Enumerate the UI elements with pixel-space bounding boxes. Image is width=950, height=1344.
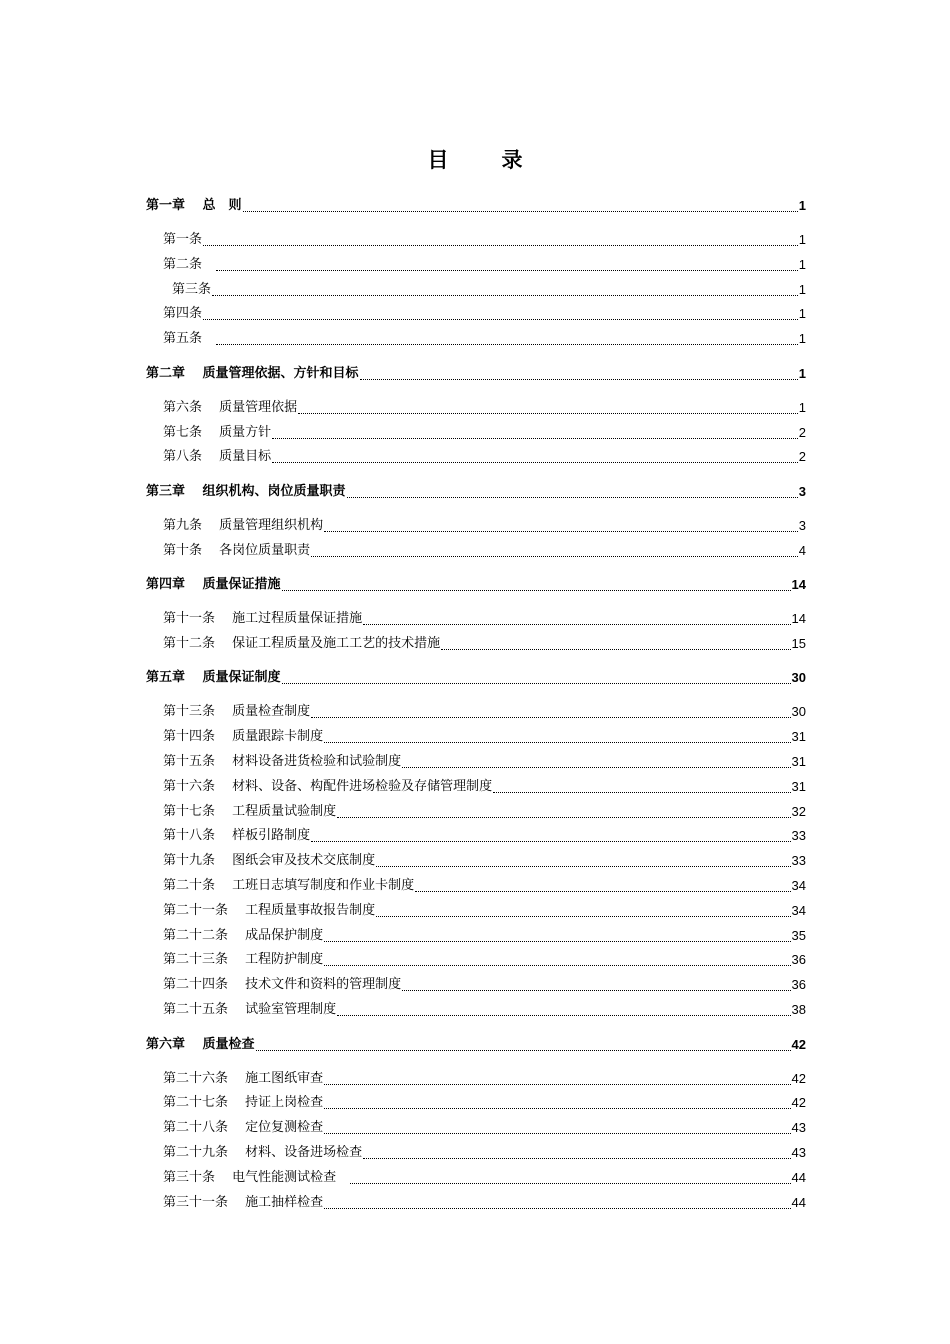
- toc-chapter-entry[interactable]: [146, 482, 806, 502]
- toc-page-number: 1: [798, 198, 806, 213]
- toc-entry-label: 第十八条 样板引路制度: [163, 828, 311, 844]
- toc-page-number: 36: [791, 977, 806, 993]
- toc-dot-leader: [324, 531, 798, 532]
- toc-entry-label: 第二十五条 试验室管理制度: [163, 1002, 337, 1017]
- toc-page-number: 4: [798, 542, 806, 558]
- toc-dot-leader: [363, 1158, 790, 1159]
- toc-page-number: 3: [798, 483, 806, 499]
- toc-entry-label: 第三章 组织机构、岗位质量职责: [146, 483, 346, 499]
- toc-article-entry[interactable]: [163, 230, 806, 250]
- toc-article-entry[interactable]: [163, 777, 806, 797]
- toc-entry-label: 第二十条 工班日志填写制度和作业卡制度: [163, 878, 415, 893]
- toc-entry-label: 第三十条 电气性能测试检查: [163, 1169, 350, 1185]
- toc-article-entry[interactable]: [163, 727, 806, 747]
- toc-entry-label: 第一条: [163, 232, 203, 247]
- toc-article-entry[interactable]: [163, 851, 806, 871]
- toc-entry-label: 第八条 质量目标: [163, 449, 272, 465]
- toc-dot-leader: [216, 344, 798, 345]
- toc-entry-label: 第九条 质量管理组织机构: [163, 517, 324, 533]
- toc-entry-label: 第二十八条 定位复测检查: [163, 1120, 324, 1136]
- toc-entry-label: 第十条 各岗位质量职责: [163, 542, 311, 558]
- toc-article-entry[interactable]: [163, 950, 806, 970]
- toc-page-number: 31: [791, 778, 806, 794]
- toc-entry-label: 第六条 质量管理依据: [163, 399, 298, 415]
- toc-page-number: 30: [791, 704, 806, 720]
- toc-article-entry[interactable]: [163, 304, 806, 324]
- toc-entry-label: 第六章 质量检查: [146, 1036, 255, 1052]
- toc-dot-leader: [282, 683, 791, 684]
- toc-page-number: 43: [791, 1120, 806, 1136]
- toc-article-entry[interactable]: [163, 1193, 806, 1213]
- toc-entry-label: 第七条 质量方针: [163, 424, 272, 440]
- toc-dot-leader: [402, 990, 790, 991]
- toc-dot-leader: [337, 817, 790, 818]
- toc-page-number: 14: [791, 611, 806, 627]
- toc-article-entry[interactable]: [163, 926, 806, 946]
- toc-entry-label: 第十二条 保证工程质量及施工工艺的技术措施: [163, 635, 441, 651]
- toc-dot-leader: [311, 556, 798, 557]
- toc-page-number: 38: [791, 1002, 806, 1017]
- toc-dot-leader: [311, 841, 790, 842]
- toc-dot-leader: [311, 717, 790, 718]
- toc-dot-leader: [272, 462, 798, 463]
- toc-entry-label: 第十五条 材料设备进货检验和试验制度: [163, 754, 402, 769]
- toc-page-number: 44: [791, 1194, 806, 1210]
- toc-page-number: 3: [798, 517, 806, 533]
- toc-article-entry[interactable]: [163, 255, 806, 275]
- toc-dot-leader: [203, 245, 798, 246]
- toc-article-entry[interactable]: [163, 1143, 806, 1163]
- toc-page-number: 44: [791, 1169, 806, 1185]
- toc-entry-label: 第二十七条 持证上岗检查: [163, 1095, 324, 1111]
- toc-dot-leader: [243, 211, 798, 212]
- toc-page-number: 1: [798, 399, 806, 415]
- toc-article-entry[interactable]: [163, 1069, 806, 1089]
- toc-dot-leader: [360, 379, 798, 380]
- toc-dot-leader: [493, 792, 790, 793]
- toc-entry-label: 第五条: [163, 331, 216, 347]
- toc-article-entry[interactable]: [163, 1093, 806, 1113]
- toc-article-entry[interactable]: [163, 423, 806, 443]
- toc-page-number: 1: [798, 365, 806, 381]
- toc-dot-leader: [350, 1183, 790, 1184]
- toc-dot-leader: [216, 270, 798, 271]
- toc-entry-label: 第十七条 工程质量试验制度: [163, 803, 337, 819]
- toc-page-number: 36: [791, 952, 806, 968]
- toc-entry-label: 第二十九条 材料、设备进场检查: [163, 1144, 363, 1160]
- toc-chapter-entry[interactable]: [146, 1035, 806, 1055]
- toc-entry-label: 第四章 质量保证措施: [146, 577, 281, 593]
- toc-entry-label: 第一章 总 则: [146, 198, 242, 213]
- toc-entry-label: 第十六条 材料、设备、构配件进场检验及存储管理制度: [163, 778, 493, 794]
- toc-page-number: 31: [791, 754, 806, 769]
- toc-dot-leader: [402, 767, 790, 768]
- toc-article-entry[interactable]: [163, 876, 806, 896]
- toc-dot-leader: [337, 1015, 790, 1016]
- toc-article-entry[interactable]: [163, 702, 806, 722]
- toc-entry-label: 第十一条 施工过程质量保证措施: [163, 611, 363, 627]
- toc-chapter-entry[interactable]: [146, 575, 806, 595]
- toc-dot-leader: [324, 1133, 790, 1134]
- toc-dot-leader: [324, 965, 790, 966]
- toc-entry-label: 第二十四条 技术文件和资料的管理制度: [163, 977, 402, 993]
- toc-dot-leader: [324, 1084, 790, 1085]
- toc-dot-leader: [441, 649, 790, 650]
- toc-page-number: 30: [791, 670, 806, 686]
- toc-page-number: 1: [798, 281, 806, 297]
- toc-chapter-entry[interactable]: [146, 364, 806, 384]
- toc-article-entry[interactable]: [163, 826, 806, 846]
- toc-dot-leader: [324, 941, 790, 942]
- toc-entry-label: 第三十一条 施工抽样检查: [163, 1194, 324, 1210]
- toc-dot-leader: [324, 742, 790, 743]
- toc-entry-label: 第二十一条 工程质量事故报告制度: [163, 902, 376, 918]
- toc-dot-leader: [376, 916, 790, 917]
- toc-dot-leader: [282, 590, 791, 591]
- toc-entry-label: 第十九条 图纸会审及技术交底制度: [163, 853, 376, 869]
- toc-chapter-entry[interactable]: [146, 196, 806, 216]
- toc-page-number: 2: [798, 449, 806, 465]
- toc-entry-label: 第二十六条 施工图纸审查: [163, 1070, 324, 1086]
- toc-page-number: 1: [798, 232, 806, 247]
- toc-chapter-entry[interactable]: [146, 668, 806, 688]
- toc-article-entry[interactable]: [163, 516, 806, 536]
- toc-dot-leader: [363, 624, 790, 625]
- toc-entry-label: 第三条: [172, 281, 212, 297]
- toc-dot-leader: [415, 891, 790, 892]
- toc-article-entry[interactable]: [163, 901, 806, 921]
- toc-dot-leader: [347, 497, 798, 498]
- toc-dot-leader: [272, 438, 798, 439]
- toc-article-entry[interactable]: [163, 1168, 806, 1188]
- toc-entry-label: 第二十三条 工程防护制度: [163, 952, 324, 968]
- toc-dot-leader: [256, 1050, 791, 1051]
- toc-dot-leader: [203, 319, 798, 320]
- toc-dot-leader: [376, 866, 790, 867]
- toc-page-number: 1: [798, 256, 806, 272]
- toc-page-number: 32: [791, 803, 806, 819]
- toc-article-entry[interactable]: [163, 1000, 806, 1020]
- toc-dot-leader: [324, 1208, 790, 1209]
- toc-page-number: 34: [791, 902, 806, 918]
- toc-page-number: 14: [791, 577, 806, 593]
- toc-entry-label: 第十三条 质量检查制度: [163, 704, 311, 720]
- toc-page-number: 33: [791, 828, 806, 844]
- toc-entry-label: 第二条: [163, 256, 216, 272]
- toc-article-entry[interactable]: [163, 609, 806, 629]
- page-title: 目 录: [427, 148, 539, 172]
- toc-dot-leader: [212, 295, 798, 296]
- toc-dot-leader: [324, 1108, 790, 1109]
- toc-entry-label: 第二十二条 成品保护制度: [163, 927, 324, 943]
- toc-article-entry[interactable]: [163, 975, 806, 995]
- toc-page-number: 42: [791, 1036, 806, 1052]
- toc-article-entry[interactable]: [163, 541, 806, 561]
- toc-entry-label: 第二章 质量管理依据、方针和目标: [146, 365, 359, 381]
- toc-article-entry[interactable]: [163, 447, 806, 467]
- toc-entry-label: 第五章 质量保证制度: [146, 670, 281, 686]
- toc-page-number: 42: [791, 1095, 806, 1111]
- toc-article-entry[interactable]: [163, 1118, 806, 1138]
- toc-page-number: 2: [798, 424, 806, 440]
- toc-page-number: 34: [791, 878, 806, 893]
- toc-article-entry[interactable]: [163, 634, 806, 654]
- toc-article-entry[interactable]: [163, 329, 806, 349]
- toc-page-number: 1: [798, 331, 806, 347]
- toc-article-entry[interactable]: [163, 752, 806, 772]
- toc-page-number: 33: [791, 853, 806, 869]
- toc-article-entry[interactable]: [163, 802, 806, 822]
- toc-page-number: 35: [791, 927, 806, 943]
- toc-page-number: 31: [791, 729, 806, 745]
- toc-page-number: 1: [798, 306, 806, 322]
- toc-article-entry[interactable]: [172, 280, 806, 300]
- toc-entry-label: 第四条: [163, 306, 203, 322]
- toc-page-number: 43: [791, 1144, 806, 1160]
- toc-dot-leader: [298, 413, 798, 414]
- toc-page-number: 42: [791, 1070, 806, 1086]
- toc-entry-label: 第十四条 质量跟踪卡制度: [163, 729, 324, 745]
- toc-article-entry[interactable]: [163, 398, 806, 418]
- toc-page-number: 15: [791, 635, 806, 651]
